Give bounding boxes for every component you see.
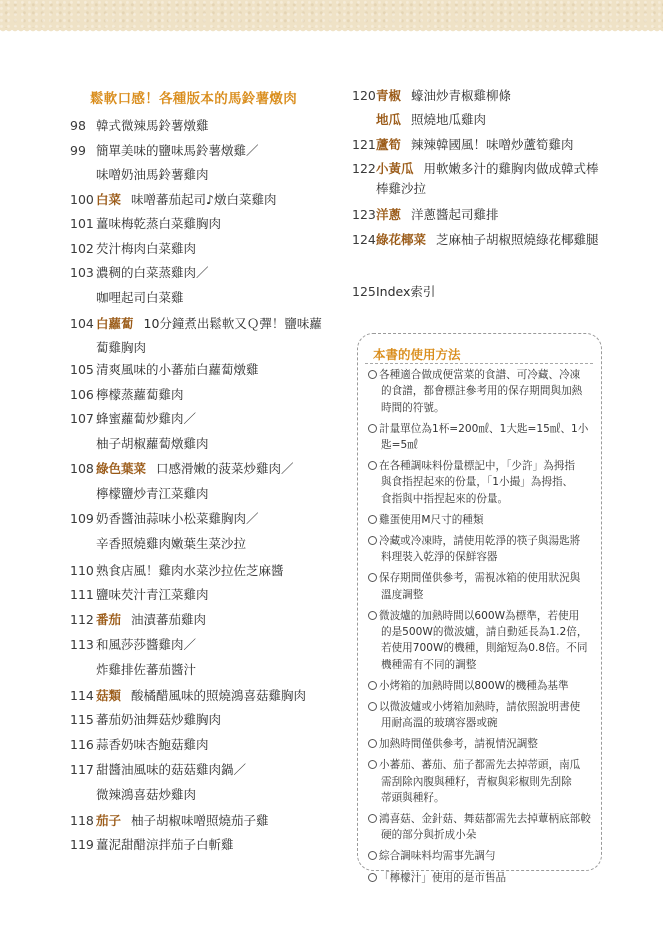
toc-page-number: 115	[70, 712, 94, 727]
toc-page-number: 114	[70, 688, 94, 703]
usage-note-line	[368, 458, 575, 474]
toc-recipe-title: 蜂蜜蘿蔔炒雞肉／	[96, 411, 197, 426]
toc-recipe-title: 辣辣韓國風！味噌炒蘆筍雞肉	[411, 137, 574, 152]
circle-bullet-icon	[368, 461, 377, 470]
usage-note-item	[368, 699, 580, 732]
toc-recipe-title: 清爽風味的小蕃茄白蘿蔔燉雞	[96, 362, 259, 377]
usage-note-item	[368, 678, 569, 694]
toc-recipe-title: 蒜香奶味杏鮑菇雞肉	[96, 737, 209, 752]
toc-entry	[70, 688, 306, 704]
toc-recipe-title: 味噌奶油馬鈴薯雞肉	[96, 167, 209, 182]
toc-page-number: 102	[70, 241, 94, 256]
usage-note-line	[368, 870, 506, 886]
usage-note-text: 綜合調味料均需事先調勻	[379, 850, 496, 863]
usage-note-text: 鴻喜菇、金針菇、舞菇都需先去掉蕈柄底部較	[379, 813, 591, 825]
toc-page-number: 110	[70, 563, 94, 578]
circle-bullet-icon	[368, 851, 377, 860]
toc-recipe-title: 口感滑嫩的菠菜炒雞肉／	[156, 461, 294, 476]
toc-recipe-title: 酸橘醋風味的照燒鴻喜菇雞胸肉	[131, 688, 307, 703]
usage-note-text: 食指與中指捏起來的份量。	[381, 492, 509, 505]
toc-page-number: 118	[70, 813, 94, 828]
toc-entry	[70, 216, 221, 232]
usage-note-line	[368, 757, 580, 773]
toc-recipe-title: 辛香照燒雞肉嫩葉生菜沙拉	[96, 536, 247, 551]
usage-note-text: 用耐高溫的玻璃容器或碗	[381, 717, 498, 730]
toc-page-number: 105	[70, 362, 94, 377]
toc-page-number: 101	[70, 216, 94, 231]
toc-page-number: 113	[70, 637, 94, 652]
usage-note-item	[368, 757, 580, 806]
toc-page-number: 123	[352, 207, 376, 222]
usage-note-item	[368, 811, 591, 844]
toc-page-number: 119	[70, 837, 94, 852]
toc-recipe-title: 洋蔥醬起司雞排	[411, 207, 499, 222]
toc-page-number: 98	[70, 118, 86, 133]
toc-recipe-title: 蔔雞胸肉	[96, 340, 147, 355]
toc-entry	[70, 143, 259, 159]
toc-entry	[70, 536, 246, 552]
usage-note-text: 溫度調整	[381, 588, 424, 601]
toc-category: 小黃瓜	[376, 161, 414, 176]
toc-recipe-title: 蕃茄奶油舞菇炒雞胸肉	[96, 712, 222, 727]
toc-entry	[70, 662, 196, 678]
toc-page-number: 122	[352, 161, 376, 176]
toc-recipe-title: 檸檬鹽炒青江菜雞肉	[96, 486, 209, 501]
usage-note-line	[368, 640, 587, 656]
toc-entry	[70, 362, 259, 378]
toc-recipe-title: 芡汁梅肉白菜雞肉	[96, 241, 197, 256]
toc-category: 番茄	[96, 612, 122, 627]
usage-note-text: 加熱時間僅供參考，請視情況調整	[379, 738, 538, 751]
toc-recipe-title: 芝麻柚子胡椒照燒綠花椰雞腿	[436, 232, 599, 247]
toc-recipe-title: 柚子胡椒味噌照燒茄子雞	[131, 813, 269, 828]
toc-entry	[70, 563, 284, 579]
toc-category: 綠花椰菜	[376, 232, 427, 247]
usage-note-text: 的食譜，都會標註參考用的保存期間與加熱	[381, 385, 583, 398]
toc-entry	[70, 511, 259, 527]
toc-entry	[70, 118, 209, 134]
usage-note-text: 機種需有不同的調整	[381, 658, 477, 671]
toc-page-number: 121	[352, 137, 376, 152]
toc-recipe-title: 炸雞排佐蕃茄醬汁	[96, 662, 197, 677]
toc-entry	[70, 167, 209, 183]
usage-note-text: 若使用700W的機種，則縮短為0.8倍。不同	[381, 642, 588, 655]
toc-entry	[70, 241, 196, 257]
usage-note-line	[368, 383, 582, 399]
toc-entry	[70, 316, 322, 332]
toc-recipe-title: 10分鐘煮出鬆軟又Ｑ彈！鹽味蘿	[143, 316, 322, 331]
toc-entry	[70, 737, 209, 753]
toc-page-number: 117	[70, 762, 94, 777]
usage-note-text: 雞蛋使用M尺寸的種類	[379, 513, 484, 526]
usage-note-line	[368, 367, 582, 383]
toc-recipe-title: 柚子胡椒蘿蔔燉雞肉	[96, 436, 209, 451]
toc-entry	[70, 612, 206, 628]
toc-category: 白菜	[96, 192, 122, 207]
usage-note-line	[368, 400, 582, 416]
usage-note-line	[368, 774, 580, 790]
circle-bullet-icon	[368, 536, 377, 545]
toc-recipe-title: 和風莎莎醬雞肉／	[96, 637, 197, 652]
usage-note-line	[368, 715, 580, 731]
toc-recipe-title: 薑泥甜醋涼拌茄子白斬雞	[96, 837, 234, 852]
usage-note-item	[368, 512, 483, 528]
toc-entry	[352, 137, 574, 153]
toc-page-number: 112	[70, 612, 94, 627]
usage-note-text: 在各種調味料份量標記中，「少許」為拇指	[379, 460, 575, 473]
toc-entry	[70, 436, 209, 452]
usage-note-line	[368, 549, 580, 565]
usage-note-line	[368, 587, 580, 603]
usage-note-text: 料理裝入乾淨的保鮮容器	[381, 551, 498, 564]
usage-note-item	[368, 848, 496, 864]
toc-recipe-title: 甜醬油風味的菇菇雞肉鍋／	[96, 762, 247, 777]
toc-page-number: 99	[70, 143, 86, 158]
usage-note-text: 微波爐的加熱時間以600W為標準，若使用	[379, 609, 580, 622]
toc-entry	[70, 461, 294, 477]
usage-note-line	[368, 570, 580, 586]
toc-recipe-title: 鹽味芡汁青江菜雞肉	[96, 587, 209, 602]
toc-category: 洋蔥	[376, 207, 402, 222]
usage-note-item	[368, 608, 587, 673]
toc-recipe-title: 微辣鴻喜菇炒雞肉	[96, 787, 197, 802]
usage-note-line	[368, 491, 575, 507]
toc-entry	[70, 387, 184, 403]
toc-entry	[70, 486, 209, 502]
toc-recipe-title: 簡單美味的鹽味馬鈴薯燉雞／	[96, 143, 259, 158]
toc-recipe-title: 用軟嫩多汁的雞胸肉做成韓式棒	[423, 161, 599, 176]
toc-page-number: 125	[352, 284, 376, 299]
usage-note-text: 需刮除內腹與種籽，青椒與彩椒則先刮除	[381, 775, 572, 788]
toc-page-number: 106	[70, 387, 94, 402]
toc-entry	[352, 232, 599, 248]
toc-page-number: 104	[70, 316, 94, 331]
toc-entry	[70, 837, 234, 853]
circle-bullet-icon	[368, 873, 377, 882]
toc-page-number: 109	[70, 511, 94, 526]
toc-recipe-title: 薑味梅乾蒸白菜雞胸肉	[96, 216, 222, 231]
usage-note-text: 保存期間僅供參考，需視冰箱的使用狀況與	[379, 572, 581, 585]
toc-recipe-title: 咖哩起司白菜雞	[96, 290, 184, 305]
circle-bullet-icon	[368, 760, 377, 769]
toc-entry	[70, 762, 246, 778]
usage-note-text: 硬的部分與折成小朵	[381, 829, 477, 842]
usage-note-line	[368, 437, 588, 453]
toc-page-number: 120	[352, 88, 376, 103]
usage-note-line	[368, 848, 496, 864]
toc-category: 白蘿蔔	[96, 316, 134, 331]
usage-note-text: 冷藏或冷凍時，請使用乾淨的筷子與湯匙將	[379, 534, 581, 547]
toc-entry	[70, 192, 277, 208]
toc-entry	[70, 813, 269, 829]
usage-note-text: 小烤箱的加熱時間以800W的機種為基準	[379, 679, 569, 692]
circle-bullet-icon	[368, 739, 377, 748]
circle-bullet-icon	[368, 681, 377, 690]
toc-recipe-title: 韓式微辣馬鈴薯燉雞	[96, 118, 209, 133]
toc-entry	[352, 181, 426, 197]
usage-notes-title: 本書的使用方法	[373, 347, 461, 362]
usage-note-item	[368, 870, 506, 886]
toc-entry	[352, 284, 435, 300]
usage-note-item	[368, 458, 575, 507]
usage-note-item	[368, 533, 580, 566]
circle-bullet-icon	[368, 424, 377, 433]
toc-entry	[70, 787, 196, 803]
toc-entry	[352, 112, 486, 128]
toc-page-number: 107	[70, 411, 94, 426]
usage-note-text: 「檸檬汁」使用的是市售品	[379, 871, 507, 884]
section-title: 鬆軟口感！各種版本的馬鈴薯燉肉	[90, 91, 297, 107]
circle-bullet-icon	[368, 702, 377, 711]
toc-page-number: 124	[352, 232, 376, 247]
toc-entry	[352, 207, 499, 223]
usage-note-line	[368, 790, 580, 806]
toc-recipe-title: 油漬蕃茄雞肉	[131, 612, 207, 627]
toc-category: 蘆筍	[376, 137, 402, 152]
circle-bullet-icon	[368, 814, 377, 823]
toc-recipe-title: 熟食店風！雞肉水菜沙拉佐芝麻醬	[96, 563, 284, 578]
toc-entry	[70, 411, 196, 427]
decorative-scalloped-edge	[0, 28, 663, 34]
usage-note-line	[368, 608, 587, 624]
usage-note-text: 與食指捏起來的份量，「1小撮」為拇指、	[381, 476, 574, 489]
usage-note-line	[368, 421, 588, 437]
usage-note-line	[368, 512, 483, 528]
toc-recipe-title: 蠔油炒青椒雞柳條	[411, 88, 512, 103]
usage-note-line	[368, 474, 575, 490]
toc-entry	[352, 88, 511, 104]
toc-category: 菇類	[96, 688, 122, 703]
circle-bullet-icon	[368, 515, 377, 524]
toc-page-number: 100	[70, 192, 94, 207]
toc-recipe-title: Index索引	[376, 284, 436, 299]
toc-page-number: 103	[70, 265, 94, 280]
usage-note-item	[368, 367, 582, 416]
toc-recipe-title: 照燒地瓜雞肉	[411, 112, 487, 127]
usage-note-line	[368, 699, 580, 715]
circle-bullet-icon	[368, 573, 377, 582]
toc-entry	[70, 290, 184, 306]
toc-entry	[70, 637, 196, 653]
toc-entry	[70, 712, 221, 728]
usage-note-text: 蒂頭與種籽。	[381, 791, 445, 804]
usage-notes-divider	[365, 363, 593, 364]
usage-note-text: 小蕃茄、蕃茄、茄子都需先去掉蒂頭，南瓜	[379, 759, 581, 772]
usage-note-text: 以微波爐或小烤箱加熱時，請依照說明書使	[379, 700, 581, 713]
toc-recipe-title: 味噌蕃茄起司♪燉白菜雞肉	[131, 192, 277, 207]
usage-note-line	[368, 827, 591, 843]
toc-entry	[352, 161, 599, 177]
usage-note-text: 計量單位為1杯=200㎖、1大匙=15㎖、1小	[379, 422, 589, 435]
toc-page-number: 108	[70, 461, 94, 476]
usage-note-item	[368, 421, 588, 454]
toc-entry	[70, 587, 209, 603]
usage-note-line	[368, 533, 580, 549]
circle-bullet-icon	[368, 611, 377, 620]
usage-note-line	[368, 624, 587, 640]
usage-note-line	[368, 811, 591, 827]
usage-note-text: 各種適合做成便當菜的食譜、可冷藏、冷凍	[379, 369, 581, 381]
usage-note-item	[368, 736, 538, 752]
toc-page-number: 111	[70, 587, 94, 602]
decorative-top-band	[0, 0, 663, 30]
usage-note-line	[368, 678, 569, 694]
toc-recipe-title: 棒雞沙拉	[376, 181, 427, 196]
usage-note-text: 匙=5㎖	[381, 438, 418, 451]
toc-recipe-title: 濃稠的白菜蒸雞肉／	[96, 265, 209, 280]
toc-category: 青椒	[376, 88, 402, 103]
toc-page-number: 116	[70, 737, 94, 752]
toc-category: 地瓜	[376, 112, 402, 127]
usage-note-item	[368, 570, 580, 603]
usage-note-text: 的是500W的微波爐，請自動延長為1.2倍，	[381, 625, 588, 638]
toc-category: 茄子	[96, 813, 122, 828]
usage-note-line	[368, 736, 538, 752]
toc-category: 綠色葉菜	[96, 461, 147, 476]
toc-entry	[70, 340, 146, 356]
usage-note-text: 時間的符號。	[381, 401, 445, 414]
toc-entry	[70, 265, 209, 281]
toc-recipe-title: 檸檬蒸蘿蔔雞肉	[96, 387, 184, 402]
usage-note-line	[368, 657, 587, 673]
toc-recipe-title: 奶香醬油蒜味小松菜雞胸肉／	[96, 511, 259, 526]
circle-bullet-icon	[368, 370, 377, 379]
